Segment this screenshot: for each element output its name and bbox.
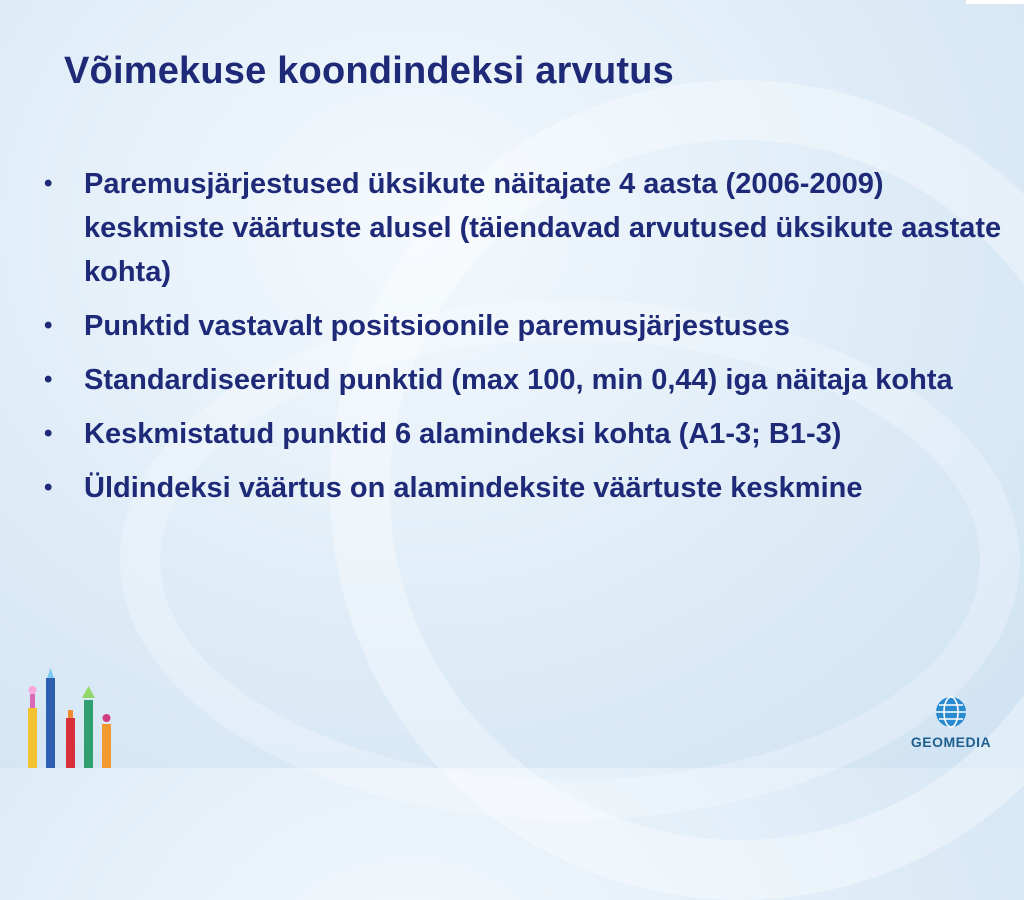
logo-text: GEOMEDIA <box>910 734 992 750</box>
bullet-dot: • <box>44 312 53 339</box>
bullet-text: Üldindeksi väärtus on alamindeksite väärtuste keskmine <box>84 472 863 504</box>
bullet-item <box>40 162 1015 294</box>
bullet-dot: • <box>44 170 53 197</box>
bullet-item <box>40 466 1015 510</box>
geomedia-logo <box>906 695 996 750</box>
corner-tab <box>966 0 1024 4</box>
bullet-dot: • <box>44 420 53 447</box>
bullet-list <box>40 162 1015 520</box>
slide-title: Võimekuse koondindeksi arvutus <box>64 50 674 92</box>
candles-icon <box>20 668 130 768</box>
bullet-text: Paremusjärjestused üksikute näitajate 4 aasta (2006-2009) keskmiste väärtuste alusel (täiendavad arvutused üksikute aastate kohta) <box>84 168 1002 288</box>
bullet-text: Keskmistatud punktid 6 alamindeksi kohta (A1-3; B1-3) <box>84 418 842 450</box>
bullet-dot: • <box>44 366 53 393</box>
bullet-item <box>40 412 1015 456</box>
bullet-text: Punktid vastavalt positsioonile paremusjärjestuses <box>84 310 790 342</box>
bullet-text: Standardiseeritud punktid (max 100, min 0,44) iga näitaja kohta <box>84 364 953 396</box>
globe-icon <box>934 695 968 729</box>
bullet-dot: • <box>44 474 53 501</box>
bullet-item <box>40 358 1015 402</box>
bullet-item <box>40 304 1015 348</box>
